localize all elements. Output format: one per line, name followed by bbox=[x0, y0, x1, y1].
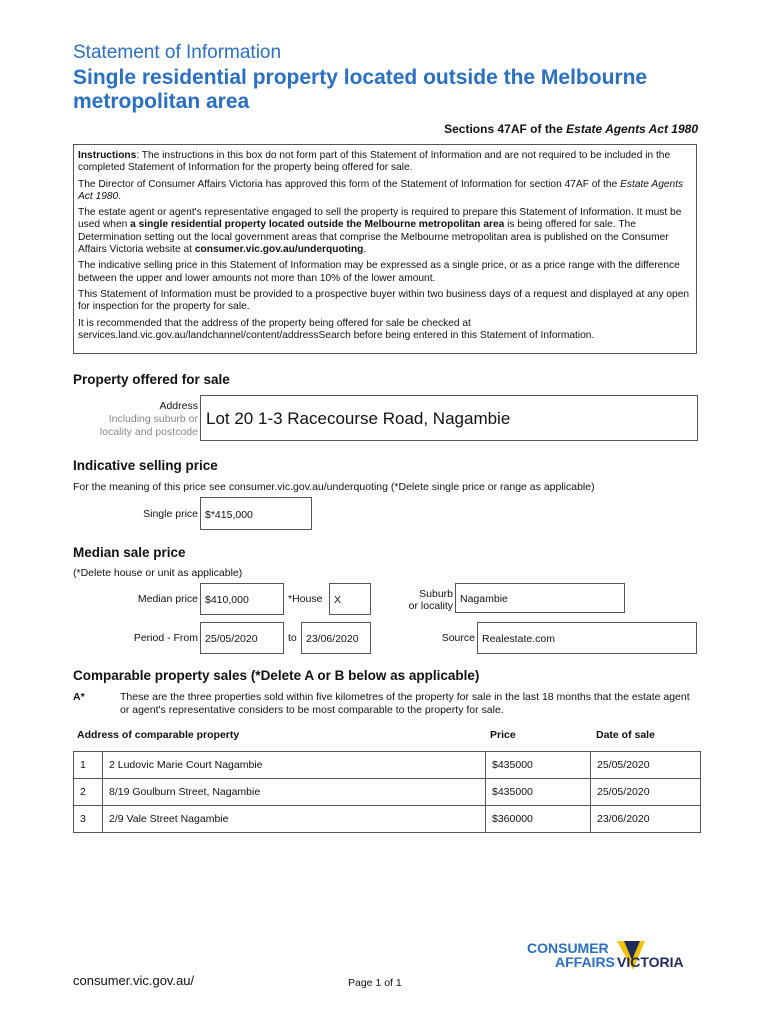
comparable-heading: Comparable property sales (*Delete A or B below as applicable) bbox=[73, 668, 480, 683]
logo-line-2: AFFAIRS bbox=[555, 954, 615, 970]
source-value: Realestate.com bbox=[482, 633, 555, 645]
instructions-p2-text: The Director of Consumer Affairs Victoria has approved this form of the Statement of Information for section 47AF of the bbox=[78, 178, 621, 190]
instructions-p3-text: The estate agent or agent's representative engaged to sell the property is required to prepare this Statement of Information. It must be used when bbox=[78, 207, 682, 231]
instructions-box bbox=[73, 144, 697, 354]
col-address-header: Address of comparable property bbox=[77, 729, 240, 741]
logo-line-1: CONSUMER bbox=[527, 940, 609, 956]
underquoting-link[interactable]: consumer.vic.gov.au/underquoting bbox=[194, 244, 364, 256]
consumer-affairs-victoria-logo bbox=[527, 938, 707, 984]
row-number[interactable]: 2 bbox=[74, 779, 103, 806]
row-date[interactable]: 25/05/2020 bbox=[591, 752, 701, 779]
pre-title: Statement of Information bbox=[73, 42, 282, 63]
col-price-header: Price bbox=[490, 729, 516, 741]
page-number: Page 1 of 1 bbox=[348, 977, 402, 989]
instructions-p5: This Statement of Information must be provided to a prospective buyer within two business days of a request and displayed at any open for inspection for the property for sale. bbox=[78, 288, 690, 313]
instructions-p3-end: . bbox=[363, 244, 367, 256]
instructions-p3-mid: is being offered for sale. The Determination setting out the local government areas that comprise the Melbourne metropolitan area is published on the Consumer Affairs Victoria website at bbox=[78, 219, 669, 256]
period-from-field[interactable] bbox=[200, 622, 284, 654]
row-number[interactable]: 1 bbox=[74, 752, 103, 779]
period-to-field[interactable] bbox=[301, 622, 371, 654]
sections-reference bbox=[444, 122, 698, 136]
single-price-value: $*415,000 bbox=[205, 509, 253, 521]
suburb-field[interactable] bbox=[455, 583, 625, 613]
single-price-field[interactable] bbox=[200, 497, 312, 530]
row-address[interactable]: 8/19 Goulburn Street, Nagambie bbox=[103, 779, 486, 806]
instructions-p6: It is recommended that the address of the property being offered for sale be checked at services.land.vic.gov.au/landchannel/content/addressSearch before being entered in this Statement of Information. bbox=[78, 317, 595, 341]
address-field[interactable] bbox=[200, 395, 698, 441]
suburb-label-block bbox=[380, 588, 453, 612]
table-row bbox=[74, 752, 701, 779]
house-field[interactable] bbox=[329, 583, 371, 615]
suburb-label-2: or locality bbox=[408, 600, 453, 612]
instructions-p4: The indicative selling price in this Statement of Information may be expressed as a single price, or as a price range with the difference between the upper and lower amounts not more than 10% of the lower amount. bbox=[78, 260, 680, 284]
median-price-field[interactable] bbox=[200, 583, 284, 615]
option-a-text: These are the three properties sold within five kilometres of the property for sale in the last 18 months that the estate agent or agent's representative considers to be most comparable to the property for sale. bbox=[120, 691, 690, 716]
table-row bbox=[74, 806, 701, 833]
row-address[interactable]: 2/9 Vale Street Nagambie bbox=[103, 806, 486, 833]
period-from-value: 25/05/2020 bbox=[205, 633, 258, 645]
col-date-header: Date of sale bbox=[596, 729, 655, 741]
property-heading: Property offered for sale bbox=[73, 372, 230, 387]
row-date[interactable]: 23/06/2020 bbox=[591, 806, 701, 833]
instructions-p2-end: . bbox=[118, 190, 122, 202]
instructions-p2-act: Estate Agents Act 1980 bbox=[78, 178, 684, 202]
address-sublabel-1: Including suburb or bbox=[108, 413, 198, 425]
period-to-value: 23/06/2020 bbox=[306, 633, 359, 645]
row-price[interactable]: $435000 bbox=[486, 779, 591, 806]
row-address[interactable]: 2 Ludovic Marie Court Nagambie bbox=[103, 752, 486, 779]
instructions-p2 bbox=[78, 179, 692, 204]
instructions-p3 bbox=[78, 207, 692, 256]
sections-prefix: Sections 47AF of the bbox=[444, 122, 567, 136]
sections-act: Estate Agents Act 1980 bbox=[566, 122, 698, 136]
address-label: Address bbox=[159, 400, 198, 412]
table-row bbox=[74, 779, 701, 806]
single-price-label: Single price bbox=[143, 508, 198, 520]
page-title: Single residential property located outside the Melbourne metropolitan area bbox=[73, 66, 648, 113]
row-price[interactable]: $360000 bbox=[486, 806, 591, 833]
median-note: (*Delete house or unit as applicable) bbox=[73, 567, 243, 579]
suburb-value: Nagambie bbox=[460, 593, 508, 605]
period-from-label: Period - From bbox=[133, 632, 198, 644]
indicative-note: For the meaning of this price see consumer.vic.gov.au/underquoting (*Delete single price or range as applicable) bbox=[73, 481, 595, 493]
indicative-heading: Indicative selling price bbox=[73, 458, 218, 473]
median-price-label: Median price bbox=[137, 593, 198, 605]
median-price-value: $410,000 bbox=[205, 594, 249, 606]
house-label: *House bbox=[288, 593, 323, 605]
instructions-p1-text: : The instructions in this box do not form part of this Statement of Information and are not required to be included in the completed Statement of Information for the property being offered for sale. bbox=[78, 150, 671, 174]
row-price[interactable]: $435000 bbox=[486, 752, 591, 779]
row-number[interactable]: 3 bbox=[74, 806, 103, 833]
instructions-p3-bold: a single residential property located outside the Melbourne metropolitan area bbox=[130, 219, 505, 231]
cav-logo-svg bbox=[527, 938, 707, 984]
instructions-label: Instructions bbox=[78, 150, 137, 161]
logo-line-3: VICTORIA bbox=[617, 954, 684, 970]
row-date[interactable]: 25/05/2020 bbox=[591, 779, 701, 806]
comparable-table bbox=[73, 751, 701, 833]
suburb-label-1: Suburb bbox=[419, 588, 453, 600]
address-label-block bbox=[70, 400, 198, 439]
source-field[interactable] bbox=[477, 622, 697, 654]
address-value: Lot 20 1-3 Racecourse Road, Nagambie bbox=[206, 409, 511, 428]
address-sublabel-2: locality and postcode bbox=[99, 426, 198, 438]
median-heading: Median sale price bbox=[73, 545, 186, 560]
period-to-label: to bbox=[288, 632, 297, 644]
option-a-label: A* bbox=[73, 691, 85, 703]
instructions-p1 bbox=[78, 150, 692, 175]
footer-url[interactable]: consumer.vic.gov.au/ bbox=[73, 973, 195, 988]
house-value: X bbox=[334, 594, 342, 606]
source-label: Source bbox=[441, 632, 475, 644]
